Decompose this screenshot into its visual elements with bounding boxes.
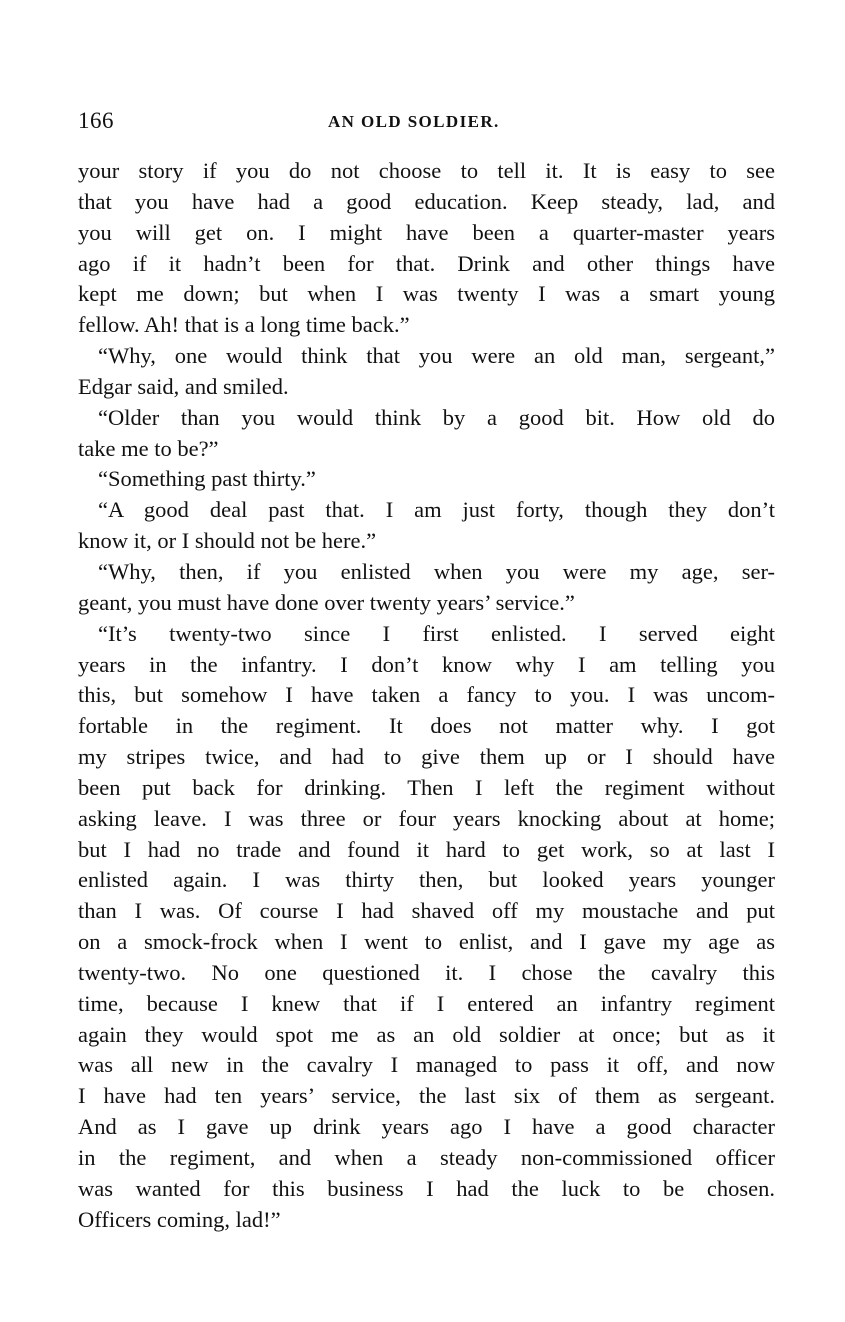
text-line: And as I gave up drink years ago I have a good character: [78, 1114, 775, 1140]
text-line: in the regiment, and when a steady non-commissioned officer: [78, 1145, 775, 1170]
body-text: [78, 156, 775, 1236]
text-line: years in the infantry. I don’t know why I am telling you: [78, 651, 775, 677]
text-line: time, because I knew that if I entered an infantry regiment: [78, 990, 775, 1016]
text-line: “Why, one would think that you were an old man, sergeant,”: [98, 343, 775, 369]
text-line: my stripes twice, and had to give them up or I should have: [78, 744, 775, 770]
text-line: than I was. Of course I had shaved off my moustache and put: [78, 898, 775, 924]
text-line: “A good deal past that. I am just forty, though they don’t: [98, 497, 775, 523]
text-line: know it, or I should not be here.”: [78, 528, 377, 554]
text-line: “It’s twenty-two since I first enlisted. I served eight: [98, 620, 775, 646]
page-number: 166: [78, 108, 114, 133]
text-line: Officers coming, lad!”: [78, 1206, 281, 1232]
text-line: “Something past thirty.”: [98, 466, 316, 492]
text-line: “Why, then, if you enlisted when you were my age, ser-: [98, 558, 775, 584]
text-line: fortable in the regiment. It does not matter why. I got: [78, 713, 775, 739]
text-line: “Older than you would think by a good bit. How old do: [98, 404, 775, 430]
running-head: [78, 106, 775, 136]
running-title: AN OLD SOLDIER.: [328, 112, 500, 131]
text-line: you will get on. I might have been a quarter-master years: [78, 219, 775, 245]
text-line: twenty-two. No one questioned it. I chose the cavalry this: [78, 959, 775, 985]
text-line: geant, you must have done over twenty years’ service.”: [78, 589, 575, 615]
text-line: was all new in the cavalry I managed to pass it off, and now: [78, 1052, 775, 1078]
text-line: I have had ten years’ service, the last six of them as sergeant.: [78, 1083, 775, 1109]
text-line: but I had no trade and found it hard to get work, so at last I: [78, 836, 775, 862]
text-line: enlisted again. I was thirty then, but looked years younger: [78, 867, 775, 893]
text-line: take me to be?”: [78, 435, 219, 461]
text-line: Edgar said, and smiled.: [78, 373, 289, 399]
text-line: this, but somehow I have taken a fancy to you. I was uncom-: [78, 682, 775, 708]
text-line: fellow. Ah! that is a long time back.”: [78, 312, 410, 338]
text-line: on a smock-frock when I went to enlist, and I gave my age as: [78, 929, 775, 955]
text-line: was wanted for this business I had the luck to be chosen.: [78, 1175, 775, 1201]
text-line: that you have had a good education. Keep steady, lad, and: [78, 188, 775, 214]
text-line: asking leave. I was three or four years knocking about at home;: [78, 805, 775, 831]
text-line: kept me down; but when I was twenty I was a smart young: [78, 281, 775, 307]
text-line: been put back for drinking. Then I left the regiment without: [78, 774, 775, 800]
text-line: again they would spot me as an old soldier at once; but as it: [78, 1021, 775, 1047]
text-line: your story if you do not choose to tell it. It is easy to see: [78, 158, 775, 183]
text-line: ago if it hadn’t been for that. Drink and other things have: [78, 250, 775, 276]
